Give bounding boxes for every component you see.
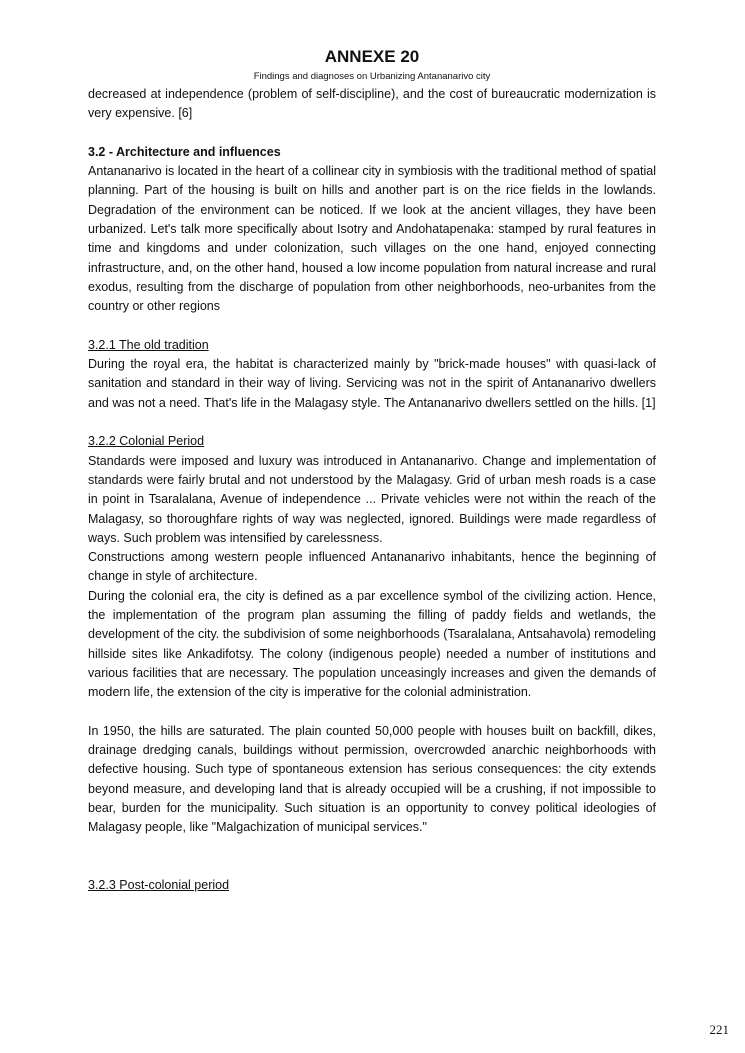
section-heading-old-tradition: 3.2.1 The old tradition — [88, 337, 209, 352]
section-heading-architecture: 3.2 - Architecture and influences — [88, 144, 281, 159]
page-content — [88, 46, 656, 895]
old-tradition-paragraph: During the royal era, the habitat is characterized mainly by "brick-made houses" with quasi-lack of sanitation and standard in their way of living. Servicing was not in the spirit of Antananarivo dwellers and was not a need. That's life in the Malagasy style. The Antananarivo dwellers settled on the hills. [1] — [88, 357, 656, 410]
page-number: 221 — [709, 1022, 729, 1037]
architecture-paragraph: Antananarivo is located in the heart of a collinear city in symbiosis with the traditional method of spatial planning. Part of the housing is built on hills and another part is on the rice fields in the lowlands. Degradation of the environment can be noticed. If we look at the ancient villages, they have been urbanized. Let's talk more specifically about Isotry and Andohatapenaka: stamped by rural features in time and kingdoms and under colonization, such villages on the one hand, enjoyed connecting infrastructure, and, on the other hand, housed a low income population from natural increase and rural exodus, resulting from the discharge of population from other neighborhoods, neo-urbanites from the country or other regions — [88, 164, 656, 314]
section-heading-colonial-period: 3.2.2 Colonial Period — [88, 434, 205, 449]
section-heading-post-colonial: 3.2.3 Post-colonial period — [88, 878, 230, 893]
page-subtitle: Findings and diagnoses on Urbanizing Antananarivo city — [253, 71, 491, 82]
spacer — [88, 838, 656, 877]
spacer — [88, 413, 656, 432]
spacer — [88, 703, 656, 722]
spacer — [88, 124, 656, 143]
page-title: ANNEXE 20 — [324, 47, 420, 66]
colonial-paragraph-4: In 1950, the hills are saturated. The plain counted 50,000 people with houses built on backfill, dikes, drainage dredging canals, buildings without permission, overcrowded anarchic neighborhoods with defective housing. Such type of spontaneous extension has serious consequences: the city extends beyond measure, and developing land that is already occupied will be a crushing, if not impossible to bear, burden for the municipality. Such situation is an opportunity to convey political ideologies of Malagasy people, like "Malgachization of municipal services." — [88, 723, 656, 835]
colonial-paragraph-3: During the colonial era, the city is defined as a par excellence symbol of the civilizing action. Hence, the implementation of the program plan assuming the filling of paddy fields and wetlands, the development of the city. the subdivision of some neighborhoods (Tsaralalana, Antsahavola) remodeling hillside sites like Ankadifotsy. The colony (indigenous people) needed a number of institutions and various facilities that are necessary. The population unceasingly increases and given the demands of modern life, the extension of the city is imperative for the colonial administration. — [88, 588, 656, 700]
colonial-paragraph-1: Standards were imposed and luxury was introduced in Antananarivo. Change and implementation of standards were fairly brutal and not understood by the Malagasy. Grid of urban mesh roads is a case in point in Tsaralalana, Avenue of independence ... Private vehicles were not within the reach of the Malagasy, so thoroughfare rights of way was neglected, ignored. Buildings were made regardless of ways. Such problem was intensified by carelessness. — [88, 453, 656, 545]
intro-paragraph: decreased at independence (problem of self-discipline), and the cost of bureaucratic modernization is very expensive. [6] — [88, 87, 656, 121]
spacer — [88, 317, 656, 336]
colonial-paragraph-2: Constructions among western people influenced Antananarivo inhabitants, hence the beginning of change in style of architecture. — [88, 550, 656, 584]
